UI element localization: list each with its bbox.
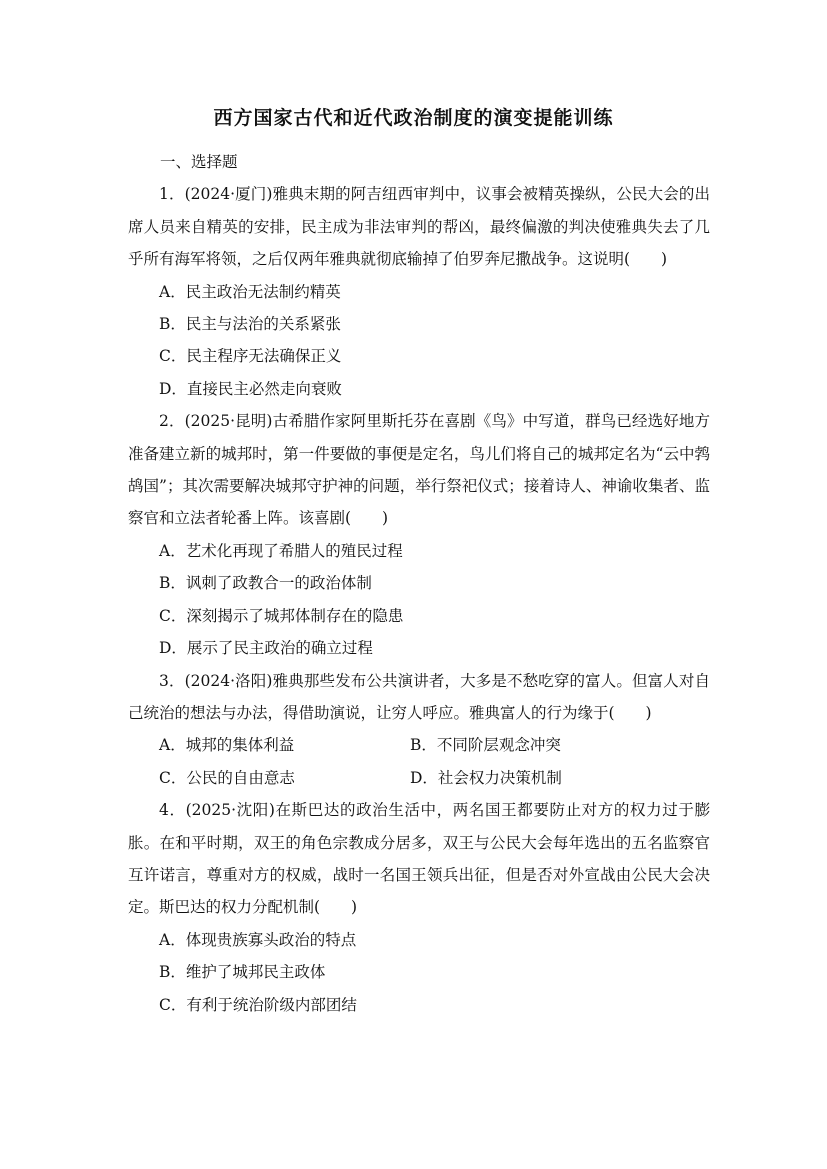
question-2-option-a: A．艺术化再现了希腊人的殖民过程 xyxy=(159,541,403,560)
question-2-option-c: C．深刻揭示了城邦体制存在的隐患 xyxy=(159,606,404,625)
question-1-option-d: D．直接民主必然走向衰败 xyxy=(159,379,342,398)
question-4-option-b: B．维护了城邦民主政体 xyxy=(159,963,326,982)
question-4-option-c: C．有利于统治阶级内部团结 xyxy=(159,995,357,1014)
question-3-options-row-1 xyxy=(128,729,710,761)
page-title: 西方国家古代和近代政治制度的演变提能训练 xyxy=(213,107,614,129)
question-2-text: 2．(2025·昆明)古希腊作家阿里斯托芬在喜剧《鸟》中写道，群鸟已经选好地方准备建立新的城邦时，第一件要做的事便是定名，鸟儿们将自己的城邦定名为“云中鹁鸪国”；其次需要解决城邦守护神的问题，举行祭祀仪式；接着诗人、神谕收集者、监察官和立法者轮番上阵。该喜剧( ) xyxy=(128,412,710,528)
question-1-option-a: A．民主政治无法制约精英 xyxy=(159,282,341,301)
question-4-option-a: A．体现贵族寡头政治的特点 xyxy=(159,930,357,949)
question-3-option-b: B．不同阶层观念冲突 xyxy=(410,736,561,755)
question-1-option-b: B．民主与法治的关系紧张 xyxy=(159,315,341,334)
question-1-option-c: C．民主程序无法确保正义 xyxy=(159,347,342,366)
document-body xyxy=(128,146,710,1021)
question-3-text: 3．(2024·洛阳)雅典那些发布公共演讲者，大多是不愁吃穿的富人。但富人对自己统治的想法与办法，得借助演说，让穷人呼应。雅典富人的行为缘于( ) xyxy=(128,671,710,722)
question-4-text: 4．(2025·沈阳)在斯巴达的政治生活中，两名国王都要防止对方的权力过于膨胀。在和平时期，双王的角色宗教成分居多，双王与公民大会每年选出的五名监察官互许诺言，尊重对方的权威，战时一名国王领兵出征，但是否对外宣战由公民大会决定。斯巴达的权力分配机制( ) xyxy=(128,801,710,917)
question-3-option-d: D．社会权力决策机制 xyxy=(410,768,562,787)
question-3-options-row-2 xyxy=(128,762,710,794)
question-3-option-c: C．公民的自由意志 xyxy=(159,768,295,787)
question-2-option-b: B．讽刺了政教合一的政治体制 xyxy=(159,574,372,593)
question-3-option-a: A．城邦的集体利益 xyxy=(159,736,295,755)
question-2-option-d: D．展示了民主政治的确立过程 xyxy=(159,639,373,658)
section-heading: 一、选择题 xyxy=(160,153,238,171)
question-1-text: 1．(2024·厦门)雅典末期的阿吉纽西审判中，议事会被精英操纵，公民大会的出席人员来自精英的安排，民主成为非法审判的帮凶，最终偏激的判决使雅典失去了几乎所有海军将领，之后仅两年雅典就彻底输掉了伯罗奔尼撒战争。这说明( ) xyxy=(128,185,710,269)
